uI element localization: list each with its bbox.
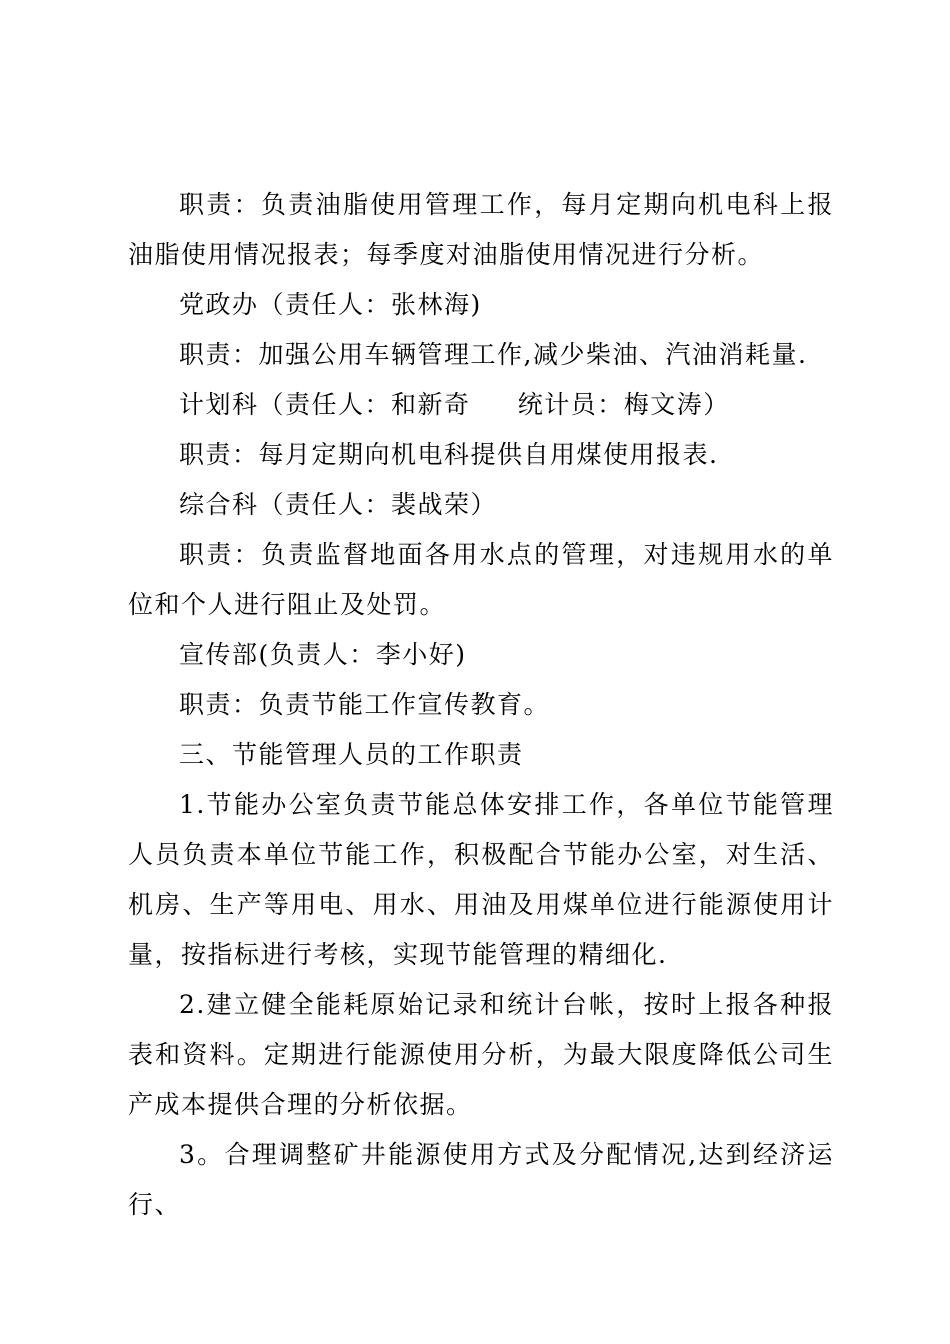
document-body	[128, 180, 834, 1230]
paragraph-planning-dept: 计划科（责任人：和新奇 统计员：梅文涛）	[179, 390, 730, 419]
paragraph-party-office: 党政办（责任人：张林海)	[179, 290, 482, 319]
paragraph-item-1: 1.节能办公室负责节能总体安排工作，各单位节能管理人员负责本单位节能工作，积极配合节能办公室，对生活、机房、生产等用电、用水、用油及用煤单位进行能源使用计量，按指标进行考核，实现节能管理的精细化.	[128, 790, 834, 969]
paragraph-item-2: 2.建立健全能耗原始记录和统计台帐，按时上报各种报表和资料。定期进行能源使用分析，为最大限度降低公司生产成本提供合理的分析依据。	[128, 990, 834, 1119]
paragraph-item-3: 3。合理调整矿井能源使用方式及分配情况,达到经济运行、	[128, 1140, 834, 1219]
paragraph-general-dept: 综合科（责任人：裴战荣）	[179, 490, 498, 519]
section-heading: 三、节能管理人员的工作职责	[179, 740, 524, 769]
paragraph-publicity-dept-duty: 职责：负责节能工作宣传教育。	[179, 690, 551, 719]
paragraph-general-dept-duty: 职责：负责监督地面各用水点的管理，对违规用水的单位和个人进行阻止及处罚。	[128, 540, 834, 619]
paragraph-planning-dept-duty: 职责：每月定期向机电科提供自用煤使用报表.	[179, 440, 719, 469]
paragraph-party-office-duty: 职责：加强公用车辆管理工作,减少柴油、汽油消耗量.	[179, 340, 808, 369]
paragraph-publicity-dept: 宣传部(负责人：李小好)	[179, 640, 467, 669]
paragraph-oil-duty: 职责：负责油脂使用管理工作，每月定期向机电科上报油脂使用情况报表；每季度对油脂使用情况进行分析。	[128, 190, 834, 269]
